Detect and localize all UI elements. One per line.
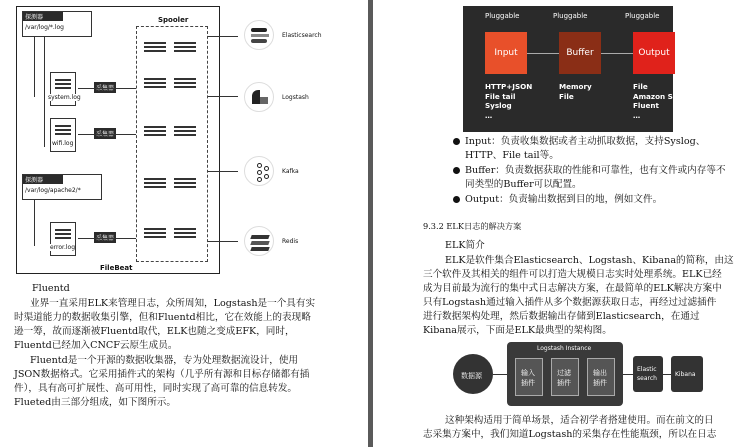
- input-item: Syslog: [485, 101, 512, 110]
- output-item: Fluent: [633, 101, 659, 110]
- right-p1-line6: Kibana展示，下面是ELK最典型的架构图。: [423, 325, 612, 336]
- bullet-buffer-line1: Buffer：负责数据获取的性能和可靠性，也有文件或内存等不: [465, 165, 726, 176]
- input-item: HTTP+JSON: [485, 82, 533, 91]
- spooler-queue-10: [174, 228, 196, 240]
- filter-plugin-label: 插件: [557, 379, 571, 387]
- logstash-instance-label: Logstash Instance: [537, 345, 592, 352]
- output-item: …: [633, 110, 641, 120]
- filter-plugin-label: 过滤: [557, 369, 571, 377]
- output-plugin-label: 输出: [593, 369, 607, 377]
- spooler-queue-8: [174, 178, 196, 190]
- spooler-queue-7: [144, 178, 166, 190]
- right-p2-line1: 这种架构适用于简单场景，适合初学者搭建使用。而在前文的日: [445, 415, 714, 426]
- probe2-label: 探测器: [25, 177, 44, 184]
- probe2-path: /var/log/apache2/*: [25, 187, 81, 194]
- spooler-queue-9: [144, 228, 166, 240]
- system-log-label: system.log: [48, 94, 81, 101]
- pluggable-2: Pluggable: [553, 12, 588, 20]
- input-item: …: [485, 110, 493, 120]
- spooler-queue-6: [174, 126, 196, 138]
- input-plugin-label: 插件: [521, 379, 535, 387]
- filebeat-diagram: [12, 6, 360, 274]
- elk-diagram: [453, 342, 705, 408]
- section-title: 9.3.2 ELK日志的解决方案: [423, 221, 522, 231]
- right-page: [373, 0, 747, 447]
- kafka-label: Kafka: [282, 168, 299, 175]
- input-plugin-label: 输入: [521, 369, 535, 377]
- left-p2-line3: 件），具有高可扩展性、高可用性，同时实现了高可靠的信息转发。: [14, 383, 298, 394]
- elasticsearch-node-label: search: [637, 375, 657, 382]
- right-p1-line2: 三个软件及其相关的组件可以打造大规模日志实时处理系统。ELK已经: [423, 269, 722, 280]
- kafka-icon: [244, 156, 274, 186]
- output-item: Amazon S3: [633, 91, 678, 101]
- kibana-node-label: Kibana: [675, 371, 696, 378]
- buffer-stage: Buffer: [559, 32, 601, 74]
- fluentd-pipeline: [463, 6, 678, 132]
- input-stage: Input: [485, 32, 527, 74]
- left-p1-line2: 时渠道能力的数据收集引擎，但和Fluentd相比，它在效能上的表现略: [14, 312, 311, 323]
- wifi-log-label: wifi.log: [52, 140, 74, 147]
- right-p1-line3: 成为目前最为流行的集中式日志解决方案，在最简单的ELK解决方案中: [423, 283, 722, 294]
- left-page: [0, 0, 368, 447]
- probe1-label: 探测器: [25, 14, 44, 21]
- redis-label: Redis: [282, 238, 299, 245]
- elasticsearch-node-label: Elastic: [637, 366, 657, 373]
- spooler-queue-2: [174, 42, 196, 54]
- pluggable-3: Pluggable: [625, 12, 660, 20]
- spooler-queue-4: [174, 78, 196, 90]
- spooler-queue-1: [144, 42, 166, 54]
- datasource-label: 数据源: [461, 372, 482, 380]
- left-p1-line4: Fluentd已经加入CNCF云原生成员。: [14, 340, 178, 351]
- error-log-label: error.log: [50, 244, 76, 251]
- bullet-input-line1: Input：负责收集数据或者主动抓取数据，支持Syslog、: [465, 136, 706, 147]
- buffer-item: File: [559, 91, 574, 101]
- output-plugin-label: 插件: [593, 379, 607, 387]
- output-stage: Output: [633, 32, 675, 74]
- bullet-dot: [453, 196, 460, 203]
- right-p2-line2: 志采集方案中，我们知道Logstash的采集存在性能瓶颈，所以在日志: [423, 429, 717, 440]
- spooler-label: Spooler: [158, 16, 189, 24]
- spooler-queue-5: [144, 126, 166, 138]
- bullet-dot: [453, 167, 460, 174]
- spooler-queue-3: [144, 78, 166, 90]
- right-p1-line1: ELK是软件集合Elasticsearch、Logstash、Kibana的简称，由这: [445, 255, 734, 266]
- pluggable-1: Pluggable: [485, 12, 520, 20]
- right-p1-line5: 进行数据架构处理，然后数据输出存储到Elasticsearch，在通过: [423, 311, 700, 322]
- elasticsearch-node: [633, 356, 663, 392]
- figure-caption: Fluentd: [32, 283, 70, 294]
- elasticsearch-icon: [244, 20, 274, 50]
- bullet-buffer-line2: 同类型的Buffer可以配置。: [465, 179, 582, 190]
- redis-icon: [244, 226, 274, 256]
- output-item: File: [633, 82, 648, 91]
- bullet-output-line1: Output：负责输出数据到目的地，例如文件。: [465, 194, 663, 205]
- probe1-path: /var/log/*.log: [25, 24, 64, 31]
- filebeat-label: FileBeat: [100, 264, 133, 272]
- right-p1-line4: 只有Logstash通过输入插件从多个数据源获取日志，再经过过滤插件: [423, 297, 717, 308]
- input-item: File tail: [485, 91, 516, 101]
- elasticsearch-label: Elasticsearch: [282, 32, 322, 39]
- logstash-label: Logstash: [282, 94, 309, 101]
- spooler-box: [136, 26, 208, 262]
- bullet-dot: [453, 138, 460, 145]
- left-p1-line3: 逊一筹，故而逐渐被Fluentd取代，ELK也随之变成EFK，同时，: [14, 326, 295, 337]
- left-p2-line1: Fluentd是一个开源的数据收集器，专为处理数据流设计，使用: [30, 355, 299, 366]
- subheading: ELK简介: [445, 240, 485, 251]
- buffer-item: Memory: [559, 82, 592, 91]
- logstash-icon: [244, 82, 274, 112]
- left-p2-line2: JSON数据格式。它采用插件式的架构（几乎所有源和目标存储都有插: [14, 369, 310, 380]
- left-p1-line1: 业界一直采用ELK来管理日志，众所周知，Logstash是一个具有实: [30, 298, 316, 309]
- bullet-input-line2: HTTP、File tail等。: [465, 150, 559, 161]
- left-p2-line4: Flueted由三部分组成，如下图所示。: [14, 397, 176, 408]
